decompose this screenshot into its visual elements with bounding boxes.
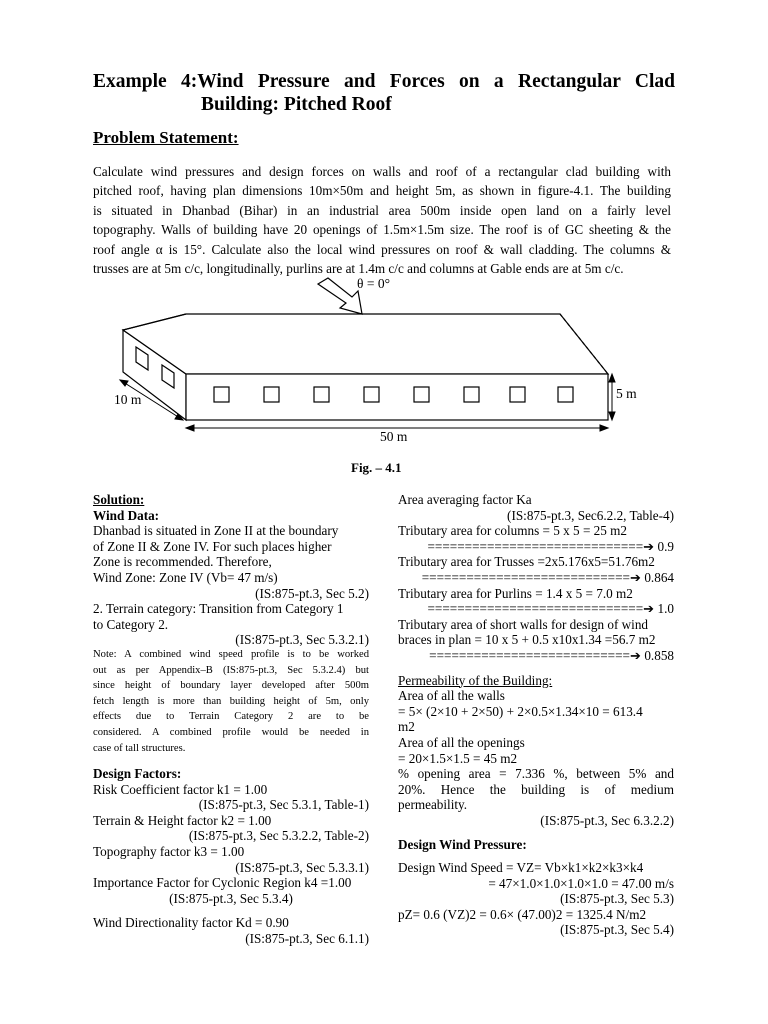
walls-area-label: Area of all the walls [398,688,505,704]
tributary-columns-value: 0.9 [657,538,674,554]
wind-data-heading: Wind Data: [93,507,160,523]
factor-k1: Risk Coefficient factor k1 = 1.00 [93,781,268,797]
roof-slope [123,314,608,374]
note-line: out as per Appendix–B (IS:875-pt.3, Sec 5.3.2.4) but [93,664,369,676]
dim-50m-label: 50 m [380,429,408,444]
dim-arrowhead [186,425,194,431]
arrow-result: =============================➔ 1.0 [427,601,674,617]
right-column [398,492,674,938]
note-line: case of tall structures. [93,742,186,754]
opening-percentage: permeability. [398,797,468,813]
reference: (IS:875-pt.3, Sec 5.3.4) [169,890,293,906]
opening-percentage: % opening area = 7.336 %, between 5% and [398,766,674,782]
tributary-short-walls: braces in plan = 10 x 5 + 0.5 x10x1.34 =56.7 m2 [398,632,656,648]
reference: (IS:875-pt.3, Sec 5.3.1, Table-1) [198,797,369,813]
tributary-purlins: Tributary area for Purlins = 1.4 x 5 = 7.0 m2 [398,585,633,601]
title-line-2: Building: Pitched Roof [201,94,392,115]
tributary-short-walls: Tributary area of short walls for design of wind [398,616,649,632]
opening-percentage: 20%. Hence the building is of medium [398,781,674,797]
factor-kd: Wind Directionality factor Kd = 0.90 [93,915,289,931]
design-wind-pressure-heading: Design Wind Pressure: [398,837,527,853]
wind-arrow [318,278,362,314]
problem-line: roof angle α is 15°. Calculate also the local wind pressures on roof & wall cladding. The columns & [93,241,671,257]
factor-k3: Topography factor k3 = 1.00 [93,844,245,860]
wind-angle-label: θ = 0° [357,276,390,291]
design-wind-speed-value: = 47×1.0×1.0×1.0×1.0 = 47.00 m/s [488,875,674,891]
problem-line: is situated in Dhanbad (Bihar) in an industrial area 500m inside open land on a fairly level [93,202,671,218]
wind-data-line: of Zone II & Zone IV. For such places higher [93,538,332,554]
dim-10m-label: 10 m [114,392,142,407]
long-wall [186,374,608,420]
note-line: fetch length is more than building height of 5m, only [93,695,369,707]
building-figure [0,0,768,460]
problem-line: pitched roof, having plan dimensions 10m×50m and height 5m, as shown in figure-4.1. The building [93,183,671,199]
tributary-trusses-value: 0.864 [644,569,674,585]
terrain-line: 2. Terrain category: Transition from Category 1 [93,601,344,617]
tributary-trusses: Tributary area for Trusses =2x5.176x5=51.76m2 [398,554,655,570]
design-wind-speed: Design Wind Speed = VZ= Vb×k1×k2×k3×k4 [398,860,644,876]
terrain-line: to Category 2. [93,616,169,632]
problem-line: topography. Walls of building have 20 openings of 1.5m×1.5m size. The roof is of GC sheeting & the [93,222,671,238]
problem-line: Calculate wind pressures and design forces on walls and roof of a rectangular clad building with [93,164,671,179]
tributary-purlins-value: 1.0 [657,601,674,617]
problem-statement-heading: Problem Statement: [93,128,239,147]
area-averaging-factor: Area averaging factor Ka [398,492,532,507]
factor-k4: Importance Factor for Cyclonic Region k4 =1.00 [93,875,352,891]
dim-5m-label: 5 m [616,386,637,401]
tributary-columns: Tributary area for columns = 5 x 5 = 25 m2 [398,523,628,539]
figure-caption: Fig. – 4.1 [351,460,402,475]
openings-area-equation: = 20×1.5×1.5 = 45 m2 [398,750,518,766]
note-line: effects due to Terrain Category 2 are to be [93,711,369,723]
arrow-result: ===========================➔ 0.858 [429,647,674,663]
left-column [93,492,369,947]
permeability-heading: Permeability of the Building: [398,672,553,688]
design-pressure: pZ= 0.6 (VZ)2 = 0.6× (47.00)2 = 1325.4 N/m2 [398,906,647,922]
reference: (IS:875-pt.3, Sec 5.3.2.2, Table-2) [188,828,369,844]
dim-arrowhead [120,380,128,386]
walls-area-equation: = 5× (2×10 + 2×50) + 2×0.5×1.34×10 = 613.4 [398,703,643,719]
solution-heading: Solution: [93,492,145,507]
tributary-short-walls-value: 0.858 [644,647,674,663]
reference: (IS:875-pt.3, Sec 5.2) [255,585,369,601]
note-line: since height of boundary layer developed after 500m [93,680,369,692]
dim-arrowhead [600,425,608,431]
reference: (IS:875-pt.3, Sec 6.1.1) [245,931,369,947]
wind-zone-line: Wind Zone: Zone IV (Vb= 47 m/s) [93,569,278,585]
note-block [93,648,369,757]
arrow-result: =============================➔ 0.9 [427,538,674,554]
factor-k2: Terrain & Height factor k2 = 1.00 [93,812,272,828]
reference: (IS:875-pt.3, Sec 5.3) [560,891,674,907]
note-line: Note: A combined wind speed profile is to be worked [93,648,369,660]
wind-data-line: Zone is recommended. Therefore, [93,554,272,570]
reference: (IS:875-pt.3, Sec 5.4) [560,922,674,938]
reference: (IS:875-pt.3, Sec 5.3.2.1) [235,632,369,648]
dim-arrowhead [609,374,615,382]
arrow-result: ============================➔ 0.864 [421,569,674,585]
reference: (IS:875-pt.3, Sec6.2.2, Table-4) [507,507,674,523]
openings-area-label: Area of all the openings [398,734,525,750]
note-line: considered. A combined profile would be needed in [93,726,369,738]
problem-line: trusses are at 5m c/c, longitudinally, purlins are at 1.4m c/c and columns at Gable ends are at 5m c/c. [93,261,624,277]
wind-data-line: Dhanbad is situated in Zone II at the boundary [93,523,339,539]
dim-arrowhead [609,412,615,420]
title-line-1: Example 4:Wind Pressure and Forces on a Rectangular Clad [93,71,675,92]
reference: (IS:875-pt.3, Sec 6.3.2.2) [540,812,674,828]
walls-area-unit: m2 [398,719,415,735]
reference: (IS:875-pt.3, Sec 5.3.3.1) [235,859,369,875]
design-factors-heading: Design Factors: [93,766,182,782]
